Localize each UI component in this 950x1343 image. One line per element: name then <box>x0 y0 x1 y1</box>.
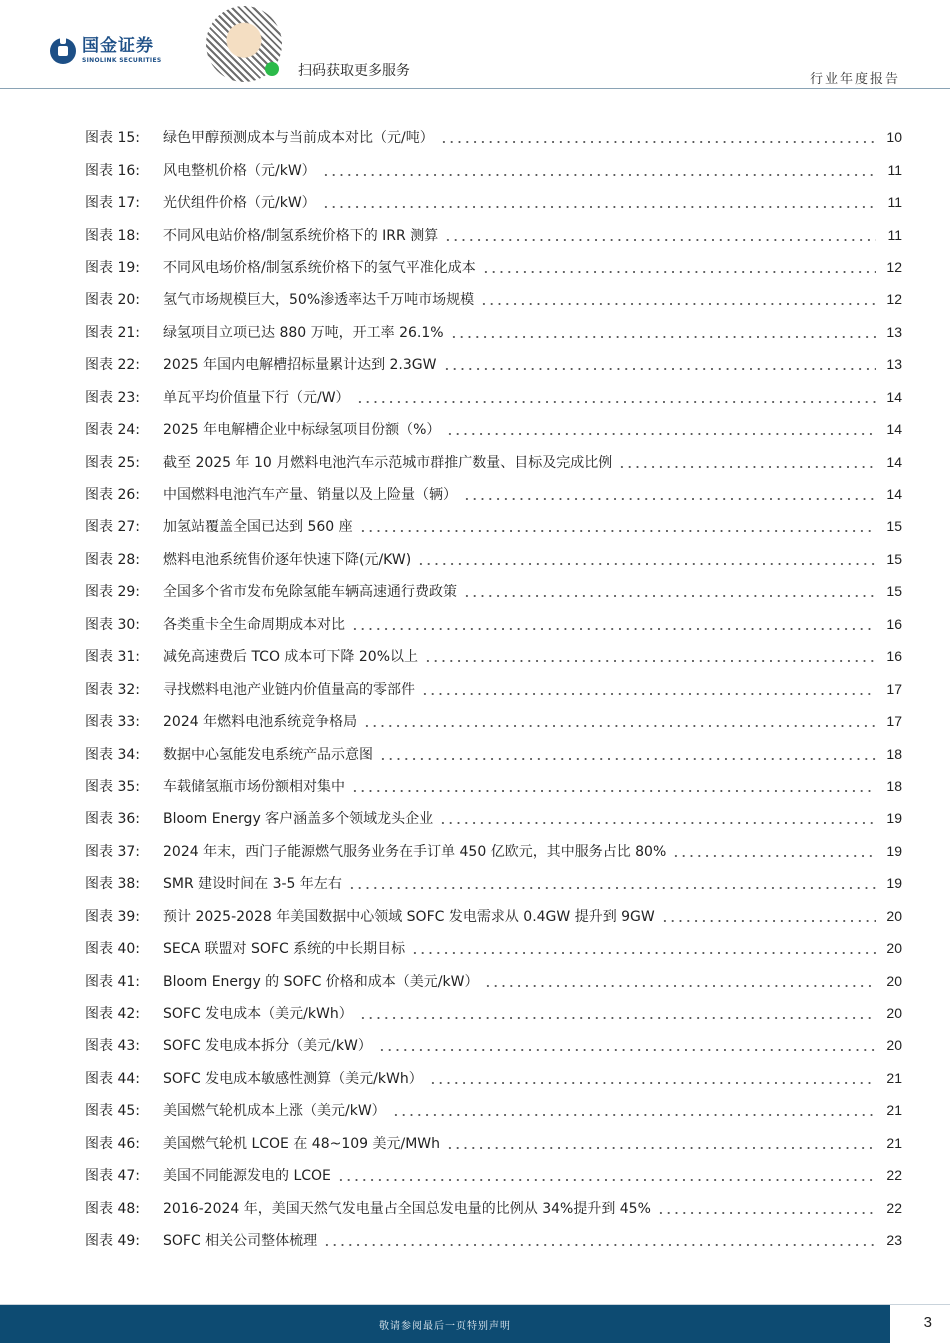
toc-entry-title[interactable]: 全国多个省市发布免除氢能车辆高速通行费政策 <box>163 584 457 601</box>
toc-entry-title[interactable]: 减免高速费后 TCO 成本可下降 20%以上 <box>163 649 418 666</box>
toc-entry-label: 图表 48: <box>85 1200 140 1217</box>
toc-entry[interactable] <box>85 1159 902 1191</box>
toc-entry-label: 图表 47: <box>85 1168 140 1185</box>
toc-entry[interactable] <box>85 348 902 380</box>
dot-leader <box>359 1006 876 1020</box>
toc-entry-title[interactable]: 中国燃料电池汽车产量、销量以及上险量（辆） <box>163 487 457 504</box>
toc-entry-page[interactable]: 19 <box>886 875 902 892</box>
toc-entry-page[interactable]: 18 <box>886 777 902 794</box>
toc-entry-label: 图表 39: <box>85 908 140 925</box>
toc-entry-page[interactable]: 15 <box>886 518 902 535</box>
toc-entry-label: 图表 45: <box>85 1103 140 1120</box>
dot-leader <box>443 357 877 371</box>
toc-entry[interactable] <box>85 867 902 899</box>
toc-entry-label: 图表 32: <box>85 681 140 698</box>
toc-entry-label: 图表 31: <box>85 649 140 666</box>
toc-entry-label: 图表 33: <box>85 714 140 731</box>
toc-entry-title[interactable]: SOFC 发电成本（美元/kWh） <box>163 1006 353 1023</box>
toc-entry[interactable] <box>85 478 902 510</box>
toc-entry-label: 图表 23: <box>85 389 140 406</box>
toc-entry-label: 图表 19: <box>85 259 140 276</box>
toc-entry-title[interactable]: 2025 年国内电解槽招标量累计达到 2.3GW <box>163 357 437 374</box>
toc-entry-page[interactable]: 12 <box>886 291 902 308</box>
dot-leader <box>351 779 876 793</box>
toc-entry[interactable] <box>85 608 902 640</box>
toc-entry-title[interactable]: 数据中心氢能发电系统产品示意图 <box>163 746 373 763</box>
header-divider <box>0 88 950 89</box>
dot-leader <box>359 519 876 533</box>
dot-leader <box>421 682 876 696</box>
toc-entry-label: 图表 20: <box>85 292 140 309</box>
toc-entry-page[interactable]: 19 <box>886 810 902 827</box>
toc-entry[interactable] <box>85 153 902 185</box>
dot-leader <box>424 649 876 663</box>
toc-entry[interactable] <box>85 1127 902 1159</box>
toc-entry-title[interactable]: SECA 联盟对 SOFC 系统的中长期目标 <box>163 941 406 958</box>
toc-entry-label: 图表 25: <box>85 454 140 471</box>
dot-leader <box>618 455 876 469</box>
toc-entry-page[interactable]: 17 <box>886 680 902 697</box>
toc-entry-page[interactable]: 20 <box>886 1037 902 1054</box>
toc-entry-title[interactable]: 绿色甲醇预测成本与当前成本对比（元/吨） <box>163 130 434 147</box>
toc-entry-title[interactable]: 绿氢项目立项已达 880 万吨，开工率 26.1% <box>163 324 444 341</box>
toc-entry[interactable] <box>85 737 902 769</box>
toc-entry-label: 图表 35: <box>85 778 140 795</box>
toc-entry[interactable] <box>85 932 902 964</box>
toc-entry-page[interactable]: 12 <box>886 258 902 275</box>
toc-entry-title[interactable]: 单瓦平均价值量下行（元/W） <box>163 389 350 406</box>
toc-entry-title[interactable]: 2016-2024 年，美国天然气发电量占全国总发电量的比例从 34%提升到 45% <box>163 1200 651 1217</box>
dot-leader <box>440 130 876 144</box>
toc-entry[interactable] <box>85 543 902 575</box>
toc-entry-title[interactable]: SOFC 发电成本敏感性测算（美元/kWh） <box>163 1070 423 1087</box>
toc-entry-page[interactable]: 20 <box>886 1005 902 1022</box>
toc-entry-page[interactable]: 11 <box>887 194 902 211</box>
toc-entry-label: 图表 37: <box>85 843 140 860</box>
toc-entry[interactable] <box>85 445 902 477</box>
dot-leader <box>363 714 876 728</box>
toc-entry-title[interactable]: 截至 2025 年 10 月燃料电池汽车示范城市群推广数量、目标及完成比例 <box>163 454 613 471</box>
toc-entry-page[interactable]: 16 <box>886 648 902 665</box>
dot-leader <box>378 1038 876 1052</box>
toc-entry[interactable] <box>85 413 902 445</box>
dot-leader <box>379 747 876 761</box>
toc-entry-title[interactable]: 不同风电站价格/制氢系统价格下的 IRR 测算 <box>163 227 439 244</box>
toc-entry-label: 图表 42: <box>85 1006 140 1023</box>
toc-entry[interactable] <box>85 997 902 1029</box>
toc-entry-page[interactable]: 10 <box>886 129 902 146</box>
dot-leader <box>351 617 876 631</box>
toc-entry-title[interactable]: 2024 年燃料电池系统竞争格局 <box>163 714 358 731</box>
toc-entry-title[interactable]: 光伏组件价格（元/kW） <box>163 195 316 212</box>
dot-leader <box>482 260 876 274</box>
toc-entry-label: 图表 34: <box>85 746 140 763</box>
toc-entry[interactable] <box>85 186 902 218</box>
toc-entry-label: 图表 28: <box>85 551 140 568</box>
toc-entry-page[interactable]: 21 <box>886 1134 902 1151</box>
dot-leader <box>392 1103 876 1117</box>
toc-entry-title[interactable]: SMR 建设时间在 3-5 年左右 <box>163 876 342 893</box>
toc-entry-page[interactable]: 11 <box>887 226 902 243</box>
toc-entry-label: 图表 38: <box>85 876 140 893</box>
toc-entry-title[interactable]: 各类重卡全生命周期成本对比 <box>163 616 345 633</box>
toc-entry-title[interactable]: 美国不同能源发电的 LCOE <box>163 1168 331 1185</box>
toc-entry-page[interactable]: 20 <box>886 940 902 957</box>
dot-leader <box>417 552 876 566</box>
toc-entry-label: 图表 49: <box>85 1233 140 1250</box>
toc-entry-title[interactable]: 风电整机价格（元/kW） <box>163 162 316 179</box>
toc-entry[interactable] <box>85 835 902 867</box>
toc-entry-page[interactable]: 14 <box>886 388 902 405</box>
toc-entry-page[interactable]: 21 <box>886 1102 902 1119</box>
toc-entry-page[interactable]: 13 <box>886 323 902 340</box>
dot-leader <box>672 844 876 858</box>
toc-entry-page[interactable]: 23 <box>886 1232 902 1249</box>
logo-text <box>82 38 161 64</box>
toc-entry-label: 图表 22: <box>85 357 140 374</box>
dot-leader <box>323 1233 876 1247</box>
toc-entry-label: 图表 26: <box>85 487 140 504</box>
logo-cn-name: 国金证券 <box>82 36 154 56</box>
toc-entry[interactable] <box>85 1029 902 1061</box>
toc-entry-label: 图表 46: <box>85 1135 140 1152</box>
dot-leader <box>322 195 876 209</box>
toc-entry-title[interactable]: 2024 年末，西门子能源燃气服务业务在手订单 450 亿欧元，其中服务占比 80% <box>163 843 667 860</box>
dot-leader <box>337 1168 876 1182</box>
dot-leader <box>446 1136 876 1150</box>
footer-bar <box>0 1305 890 1343</box>
dot-leader <box>463 487 876 501</box>
toc-entry-title[interactable]: 燃料电池系统售价逐年快速下降(元/KW) <box>163 551 412 568</box>
dot-leader <box>429 1071 876 1085</box>
toc-entry-page[interactable]: 13 <box>886 356 902 373</box>
dot-leader <box>348 876 876 890</box>
dot-leader <box>661 909 876 923</box>
dot-leader <box>444 228 876 242</box>
dot-leader <box>439 811 876 825</box>
toc-entry-page[interactable]: 14 <box>886 421 902 438</box>
report-type-label: 行业年度报告 <box>809 72 900 87</box>
toc-entry[interactable] <box>85 575 902 607</box>
toc-entry-label: 图表 44: <box>85 1070 140 1087</box>
toc-entry[interactable] <box>85 251 902 283</box>
toc-entry-label: 图表 15: <box>85 130 140 147</box>
toc-entry-label: 图表 16: <box>85 162 140 179</box>
dot-leader <box>411 941 876 955</box>
figure-table-of-contents <box>85 121 902 1256</box>
toc-entry-page[interactable]: 20 <box>886 972 902 989</box>
dot-leader <box>356 390 876 404</box>
dot-leader <box>480 292 876 306</box>
toc-entry-page[interactable]: 20 <box>886 907 902 924</box>
toc-entry-title[interactable]: Bloom Energy 客户涵盖多个领域龙头企业 <box>163 811 434 828</box>
disclaimer-note: 敬请参阅最后一页特别声明 <box>379 1320 511 1332</box>
toc-entry-page[interactable]: 22 <box>886 1167 902 1184</box>
toc-entry-page[interactable]: 17 <box>886 713 902 730</box>
page-number: 3 <box>923 1314 932 1331</box>
toc-entry-label: 图表 18: <box>85 227 140 244</box>
toc-entry-title[interactable]: 美国燃气轮机 LCOE 在 48~109 美元/MWh <box>163 1135 441 1152</box>
toc-entry[interactable] <box>85 283 902 315</box>
toc-entry-label: 图表 21: <box>85 324 140 341</box>
toc-entry[interactable] <box>85 770 902 802</box>
qr-caption: 扫码获取更多服务 <box>298 63 410 79</box>
logo-en-name: SINOLINK SECURITIES <box>82 57 162 64</box>
dot-leader <box>446 422 876 436</box>
toc-entry-page[interactable]: 14 <box>886 486 902 503</box>
toc-entry-page[interactable]: 11 <box>887 161 902 178</box>
toc-entry-title[interactable]: 寻找燃料电池产业链内价值量高的零部件 <box>163 681 415 698</box>
toc-entry[interactable] <box>85 900 902 932</box>
toc-entry-label: 图表 43: <box>85 1038 140 1055</box>
toc-entry-title[interactable]: 不同风电场价格/制氢系统价格下的氢气平准化成本 <box>163 259 476 276</box>
toc-entry[interactable] <box>85 316 902 348</box>
dot-leader <box>450 325 876 339</box>
toc-entry-page[interactable]: 18 <box>886 745 902 762</box>
toc-entry-label: 图表 24: <box>85 422 140 439</box>
toc-entry-title[interactable]: 2025 年电解槽企业中标绿氢项目份额（%） <box>163 422 441 439</box>
toc-entry[interactable] <box>85 802 902 834</box>
toc-entry[interactable] <box>85 672 902 704</box>
toc-entry-label: 图表 41: <box>85 973 140 990</box>
toc-entry-title[interactable]: Bloom Energy 的 SOFC 价格和成本（美元/kW） <box>163 973 479 990</box>
toc-entry-page[interactable]: 22 <box>886 1199 902 1216</box>
toc-entry[interactable] <box>85 510 902 542</box>
sinolink-logo <box>50 38 161 64</box>
toc-entry-title[interactable]: 氢气市场规模巨大，50%渗透率达千万吨市场规模 <box>163 292 475 309</box>
toc-entry-label: 图表 17: <box>85 195 140 212</box>
dot-leader <box>463 584 876 598</box>
toc-entry[interactable] <box>85 1094 902 1126</box>
page-header <box>0 0 950 90</box>
toc-entry[interactable] <box>85 1191 902 1223</box>
wechat-badge-icon <box>265 62 279 76</box>
toc-entry-title[interactable]: 预计 2025-2028 年美国数据中心领域 SOFC 发电需求从 0.4GW 提升到 9GW <box>163 908 655 925</box>
toc-entry-label: 图表 27: <box>85 519 140 536</box>
toc-entry[interactable] <box>85 218 902 250</box>
dot-leader <box>657 1201 876 1215</box>
toc-entry-page[interactable]: 16 <box>886 615 902 632</box>
logo-icon <box>50 38 76 64</box>
dot-leader <box>322 163 876 177</box>
toc-entry-page[interactable]: 15 <box>886 583 902 600</box>
toc-entry[interactable] <box>85 964 902 996</box>
toc-entry[interactable] <box>85 381 902 413</box>
toc-entry-page[interactable]: 15 <box>886 550 902 567</box>
toc-entry-title[interactable]: 加氢站覆盖全国已达到 560 座 <box>163 519 353 536</box>
toc-entry-label: 图表 29: <box>85 584 140 601</box>
toc-entry-page[interactable]: 21 <box>886 1069 902 1086</box>
toc-entry[interactable] <box>85 121 902 153</box>
toc-entry-page[interactable]: 19 <box>886 842 902 859</box>
toc-entry-title[interactable]: 车载储氢瓶市场份额相对集中 <box>163 778 345 795</box>
toc-entry[interactable] <box>85 640 902 672</box>
toc-entry-label: 图表 36: <box>85 811 140 828</box>
toc-entry[interactable] <box>85 1224 902 1256</box>
toc-entry[interactable] <box>85 1062 902 1094</box>
toc-entry-label: 图表 30: <box>85 616 140 633</box>
toc-entry-label: 图表 40: <box>85 941 140 958</box>
toc-entry-title[interactable]: SOFC 发电成本拆分（美元/kW） <box>163 1038 372 1055</box>
page-footer <box>0 1304 950 1343</box>
toc-entry-page[interactable]: 14 <box>886 453 902 470</box>
dot-leader <box>484 974 876 988</box>
toc-entry[interactable] <box>85 705 902 737</box>
toc-entry-title[interactable]: SOFC 相关公司整体梳理 <box>163 1233 318 1250</box>
toc-entry-title[interactable]: 美国燃气轮机成本上涨（美元/kW） <box>163 1103 386 1120</box>
